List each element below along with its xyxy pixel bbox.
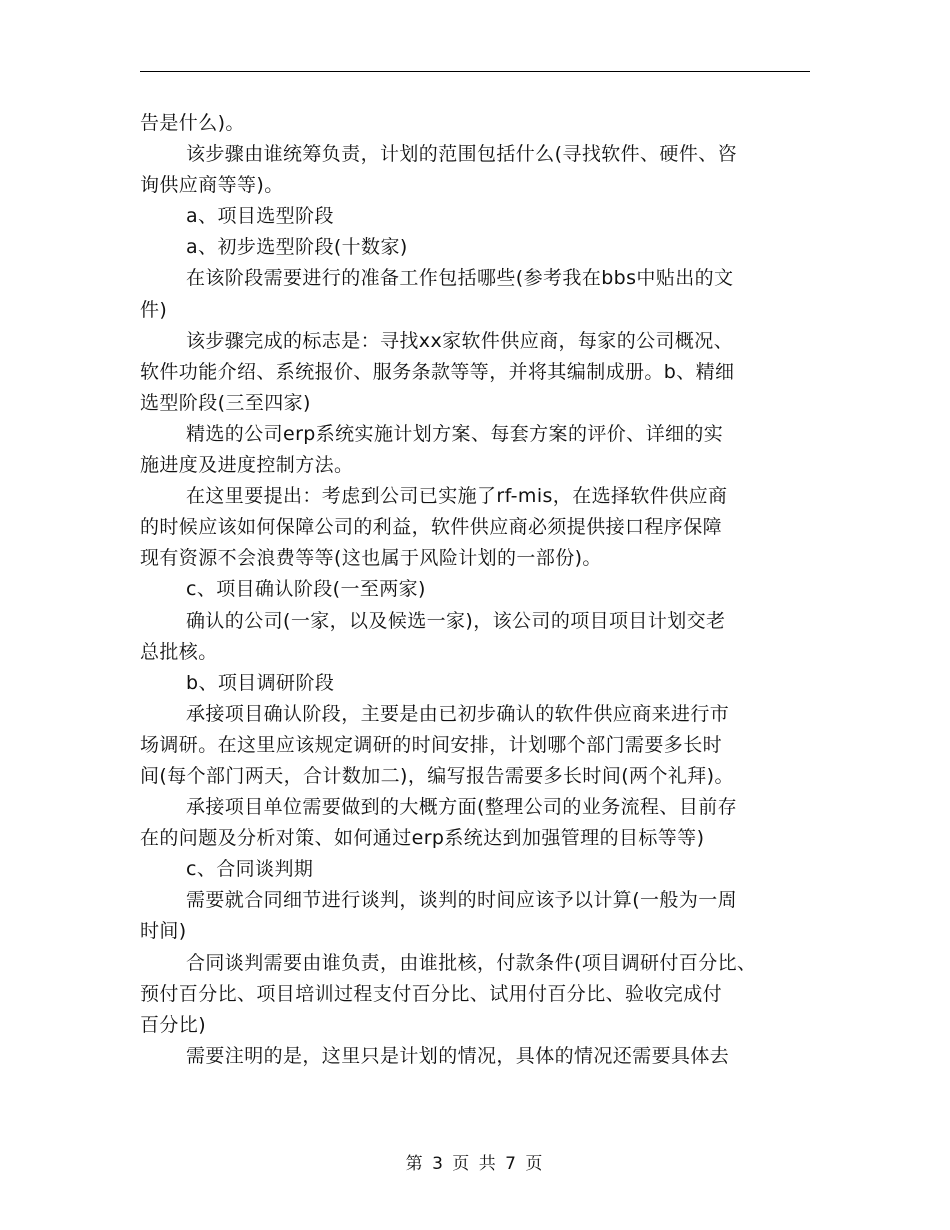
text-line: 时间) — [140, 920, 187, 943]
text-line: 该步骤完成的标志是：寻找xx家软件供应商，每家的公司概况、 — [186, 329, 734, 352]
text-line: 场调研。在这里应该规定调研的时间安排，计划哪个部门需要多长时 — [140, 733, 723, 756]
text-line: 在的问题及分析对策、如何通过erp系统达到加强管理的目标等等) — [140, 827, 705, 850]
text-line: 告是什么)。 — [140, 112, 245, 134]
text-line: c、项目确认阶段(一至两家) — [186, 578, 426, 601]
text-line: c、合同谈判期 — [186, 858, 314, 881]
text-line: a、项目选型阶段 — [186, 205, 334, 228]
text-line: 预付百分比、项目培训过程支付百分比、试用付百分比、验收完成付 — [140, 982, 723, 1005]
text-line: 在这里要提出：考虑到公司已实施了rf-mis，在选择软件供应商 — [186, 485, 728, 508]
text-line: 需要就合同细节进行谈判，谈判的时间应该予以计算(一般为一周 — [186, 889, 738, 912]
text-line: 确认的公司(一家，以及候选一家)，该公司的项目项目计划交老 — [186, 609, 726, 632]
text-line: 软件功能介绍、系统报价、服务条款等等，并将其编制成册。b、精细 — [140, 360, 735, 383]
text-line: 施进度及进度控制方法。 — [140, 454, 354, 477]
text-line: 总批核。 — [140, 640, 218, 663]
text-line: 的时候应该如何保障公司的利益，软件供应商必须提供接口程序保障 — [140, 516, 723, 539]
text-line: 承接项目确认阶段，主要是由已初步确认的软件供应商来进行市 — [186, 702, 730, 725]
text-line: 在该阶段需要进行的准备工作包括哪些(参考我在bbs中贴出的文 — [186, 267, 734, 290]
document-body — [140, 108, 812, 1072]
text-line: 百分比) — [140, 1013, 207, 1036]
text-line: 询供应商等等)。 — [140, 174, 284, 197]
text-line: 需要注明的是，这里只是计划的情况，具体的情况还需要具体去 — [186, 1044, 730, 1067]
text-line: 件) — [140, 298, 168, 321]
text-line: a、初步选型阶段(十数家) — [186, 236, 408, 259]
header-rule — [140, 71, 810, 72]
text-line: 承接项目单位需要做到的大概方面(整理公司的业务流程、目前存 — [186, 796, 738, 819]
text-line: 间(每个部门两天，合计数加二)，编写报告需要多长时间(两个礼拜)。 — [140, 764, 734, 787]
page-number-footer: 第 3 页 共 7 页 — [405, 1154, 545, 1174]
text-line: b、项目调研阶段 — [186, 671, 335, 694]
text-line: 现有资源不会浪费等等(这也属于风险计划的一部份)。 — [140, 547, 602, 570]
text-line: 精选的公司erp系统实施计划方案、每套方案的评价、详细的实 — [186, 422, 724, 445]
text-line: 合同谈判需要由谁负责，由谁批核，付款条件(项目调研付百分比、 — [186, 951, 757, 974]
text-line: 该步骤由谁统筹负责，计划的范围包括什么(寻找软件、硬件、咨 — [186, 143, 738, 166]
text-line: 选型阶段(三至四家) — [140, 391, 311, 414]
